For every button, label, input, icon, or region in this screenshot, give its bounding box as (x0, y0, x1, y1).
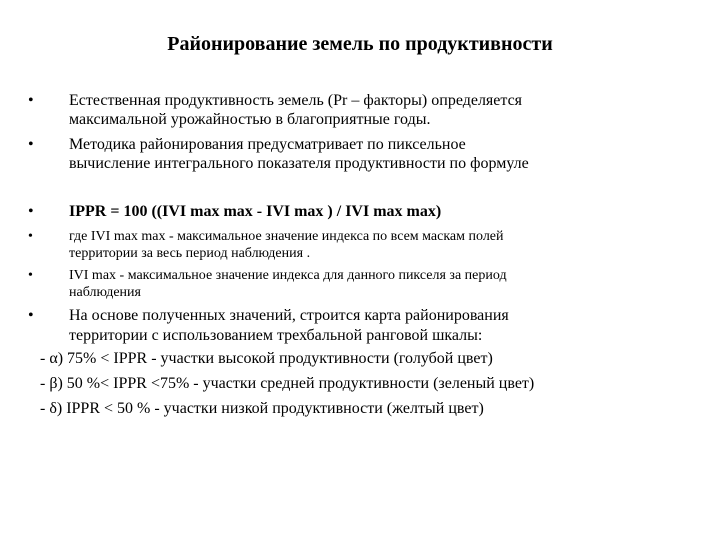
scale-item-beta (40, 375, 534, 393)
scale-text: ) 75% < IPPR - участки высокой продуктивности (голубой цвет) (57, 350, 493, 367)
paragraph-line: территории с использованием трехбальной ранговой шкалы: (69, 327, 483, 344)
scale-prefix: - (40, 350, 50, 367)
bullet-marker: • (28, 268, 33, 283)
scale-prefix: - (40, 400, 50, 417)
paragraph-line: максимальной урожайностью в благоприятные годы. (69, 111, 431, 128)
scale-item-alpha (40, 350, 493, 368)
paragraph-line: вычисление интегрального показателя продуктивности по формуле (69, 155, 529, 172)
bullet-marker: • (28, 203, 34, 220)
paragraph-line: наблюдения (69, 285, 141, 300)
bullet-marker: • (28, 307, 34, 324)
paragraph-line: IVI max - максимальное значение индекса для данного пикселя за период (69, 268, 507, 283)
formula: IPPR = 100 ((IVI max max - IVI max ) / IVI max max) (69, 203, 442, 220)
paragraph-line: Методика районирования предусматривает по пиксельное (69, 136, 466, 153)
paragraph-line: где IVI max max - максимальное значение индекса по всем маскам полей (69, 229, 504, 244)
paragraph-line: На основе полученных значений, строится карта районирования (69, 307, 509, 324)
bullet-marker: • (28, 136, 34, 153)
slide-title: Районирование земель по продуктивности (167, 33, 553, 55)
bullet-marker: • (28, 92, 34, 109)
bullet-marker: • (28, 229, 33, 244)
greek-symbol: α (49, 350, 58, 367)
paragraph-line: Естественная продуктивность земель (Pr – факторы) определяется (69, 92, 523, 109)
paragraph-line: территории за весь период наблюдения . (69, 246, 311, 261)
scale-text: ) 50 %< IPPR <75% - участки средней продуктивности (зеленый цвет) (57, 375, 535, 392)
greek-symbol: β (49, 375, 58, 392)
scale-prefix: - (40, 375, 50, 392)
scale-text: ) IPPR < 50 % - участки низкой продуктивности (желтый цвет) (56, 400, 484, 417)
greek-symbol: δ (49, 400, 57, 417)
scale-item-delta (40, 400, 484, 418)
